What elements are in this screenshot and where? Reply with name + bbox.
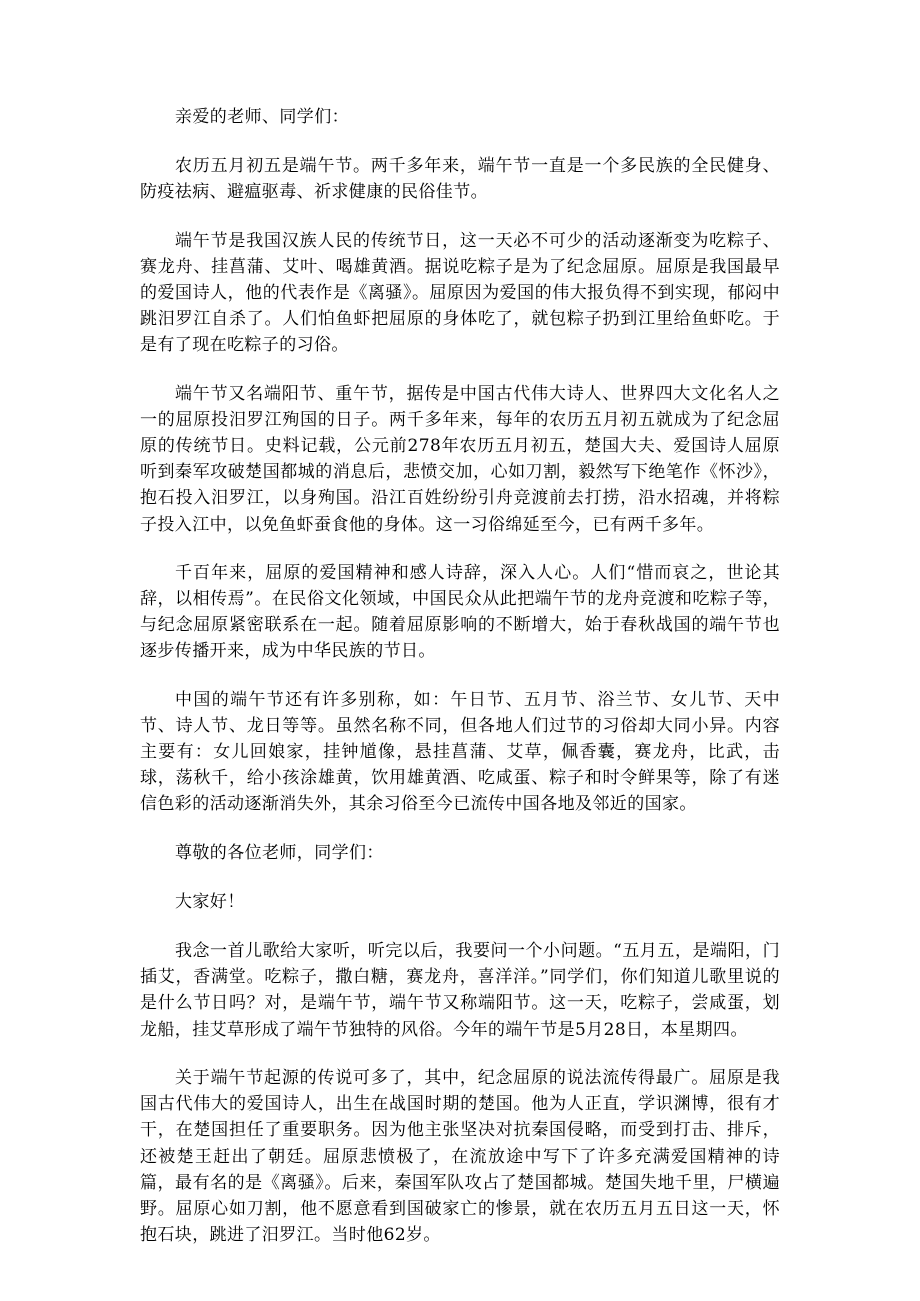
body-paragraph: 我念一首儿歌给大家听，听完以后，我要问一个小问题。“五月五，是端阳，门插艾，香满堂。吃粽子，撒白糖，赛龙舟，喜洋洋。”同学们，你们知道儿歌里说的是什么节日吗？对，是端午节，端午节又称端阳节。这一天，吃粽子，尝咸蛋，划龙船，挂艾草形成了端午节独特的风俗。今年的端午节是5月28日，本星期四。 [140, 941, 780, 1040]
body-paragraph: 端午节是我国汉族人民的传统节日，这一天必不可少的活动逐渐变为吃粽子、赛龙舟、挂菖蒲、艾叶、喝雄黄酒。据说吃粽子是为了纪念屈原。屈原是我国最早的爱国诗人，他的代表作是《离骚》。屈原因为爱国的伟大报负得不到实现，郁闷中跳汨罗江自杀了。人们怕鱼虾把屈原的身体吃了，就包粽子扔到江里给鱼虾吃。于是有了现在吃粽子的习俗。 [140, 230, 780, 356]
greeting-paragraph: 亲爱的老师、同学们： [175, 107, 349, 127]
body-paragraph: 农历五月初五是端午节。两千多年来，端午节一直是一个多民族的全民健身、防疫祛病、避瘟驱毒、祈求健康的民俗佳节。 [140, 156, 780, 203]
body-paragraph: 千百年来，屈原的爱国精神和感人诗辞，深入人心。人们“惜而哀之，世论其辞，以相传焉”。在民俗文化领域，中国民众从此把端午节的龙舟竞渡和吃粽子等，与纪念屈原紧密联系在一起。随着屈原影响的不断增大，始于春秋战国的端午节也逐步传播开来，成为中华民族的节日。 [140, 562, 780, 662]
body-paragraph: 关于端午节起源的传说可多了，其中，纪念屈原的说法流传得最广。屈原是我国古代伟大的爱国诗人，出生在战国时期的楚国。他为人正直，学识渊博，很有才干，在楚国担任了重要职务。因为他主张坚决对抗秦国侵略，而受到打击、排斥，还被楚王赶出了朝廷。屈原悲愤极了，在流放途中写下了许多充满爱国精神的诗篇，最有名的是《离骚》。后来，秦国军队攻占了楚国都城。楚国失地千里，尸横遍野。屈原心如刀割，他不愿意看到国破家亡的惨景，就在农历五月五日这一天，怀抱石块，跳进了汨罗江。当时他62岁。 [140, 1067, 780, 1246]
document-body [140, 104, 780, 1270]
body-paragraph: 中国的端午节还有许多别称，如：午日节、五月节、浴兰节、女儿节、天中节、诗人节、龙日等等。虽然名称不同，但各地人们过节的习俗却大同小异。内容主要有：女儿回娘家，挂钟馗像，悬挂菖蒲、艾草，佩香囊，赛龙舟，比武，击球，荡秋千，给小孩涂雄黄，饮用雄黄酒、吃咸蛋、粽子和时令鲜果等，除了有迷信色彩的活动逐渐消失外，其余习俗至今已流传中国各地及邻近的国家。 [140, 689, 780, 815]
greeting-paragraph: 大家好！ [175, 891, 245, 912]
salutation-paragraph: 尊敬的各位老师，同学们： [175, 842, 384, 863]
body-paragraph: 端午节又名端阳节、重午节，据传是中国古代伟大诗人、世界四大文化名人之一的屈原投汨罗江殉国的日子。两千多年来，每年的农历五月初五就成为了纪念屈原的传统节日。史料记载，公元前278年农历五月初五，楚国大夫、爱国诗人屈原听到秦军攻破楚国都城的消息后，悲愤交加，心如刀割，毅然写下绝笔作《怀沙》，抱石投入汨罗江，以身殉国。沿江百姓纷纷引舟竞渡前去打捞，沿水招魂，并将粽子投入江中，以免鱼虾蚕食他的身体。这一习俗绵延至今，已有两千多年。 [140, 383, 780, 535]
